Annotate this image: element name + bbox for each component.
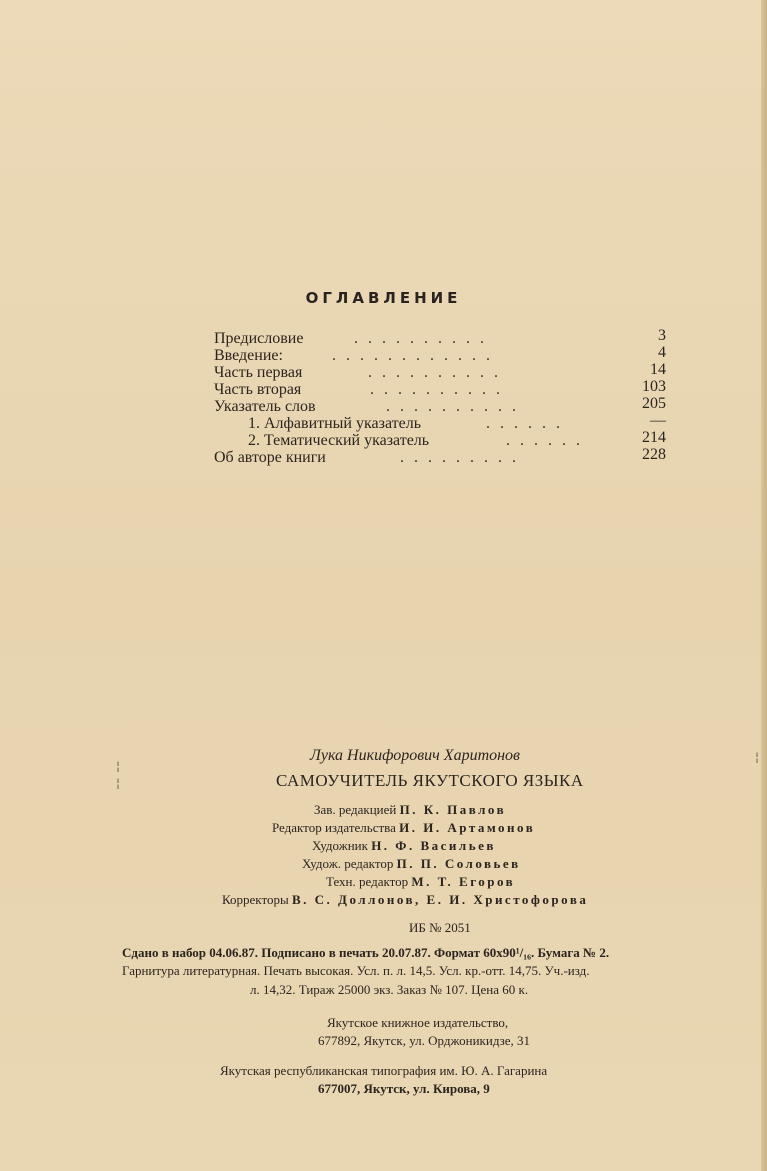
toc-label: Часть первая	[214, 364, 303, 381]
toc-label: 1. Алфавитный указатель	[248, 415, 422, 432]
toc-leader: . . . . . .	[506, 432, 583, 449]
page-edge	[761, 0, 767, 1171]
toc-page-number: 4	[658, 344, 666, 361]
toc-row	[214, 395, 666, 415]
toc-leader: . . . . . . . . . .	[354, 330, 487, 347]
staff-line	[272, 820, 535, 836]
print-info-line: Сдано в набор 04.06.87. Подписано в печать 20.07.87. Формат 60x90¹/₁₆. Бумага № 2.	[122, 945, 610, 960]
printer-line: 677007, Якутск, ул. Кирова, 9	[318, 1081, 490, 1096]
toc-label: Введение:	[214, 347, 283, 364]
paper-mark: ¦	[116, 759, 121, 773]
toc-row	[214, 378, 666, 398]
staff-name: М. Т. Егоров	[411, 874, 516, 889]
staff-role: Художник	[312, 838, 368, 853]
toc-page-number: 214	[642, 429, 666, 446]
staff-role: Худож. редактор	[302, 856, 394, 871]
toc-leader: . . . . . . . . . .	[386, 398, 519, 415]
staff-name: В. С. Доллонов, Е. И. Христофорова	[291, 892, 589, 907]
toc-page-number: 14	[650, 361, 666, 378]
toc-title: ОГЛАВЛЕНИЕ	[305, 289, 462, 307]
toc-row	[214, 361, 666, 381]
staff-line	[314, 802, 506, 818]
paper-mark: ¦	[116, 776, 121, 790]
paper-mark: ¦	[755, 750, 760, 764]
toc-page-number: 3	[658, 327, 666, 344]
ib-number: ИБ № 2051	[409, 920, 471, 935]
staff-role: Корректоры	[222, 892, 289, 907]
staff-name: Н. Ф. Васильев	[371, 838, 496, 853]
toc-row	[214, 344, 666, 364]
toc-row	[214, 412, 666, 432]
toc-label: 2. Тематический указатель	[248, 432, 430, 449]
staff-role: Редактор издательства	[272, 820, 396, 835]
author-name: Лука Никифорович Харитонов	[310, 747, 520, 764]
book-title: САМОУЧИТЕЛЬ ЯКУТСКОГО ЯЗЫКА	[276, 771, 584, 790]
toc-leader: . . . . . . . . . . . .	[332, 347, 493, 364]
toc-leader: . . . . . . . . .	[400, 449, 519, 466]
toc-leader: . . . . . .	[486, 415, 563, 432]
toc-row	[214, 446, 666, 466]
publisher-line: Якутское книжное издательство,	[327, 1015, 509, 1030]
toc-page-number: —	[650, 412, 666, 429]
toc-label: Указатель слов	[214, 398, 316, 415]
toc-label: Предисловие	[214, 330, 304, 347]
toc-page-number: 205	[642, 395, 666, 412]
staff-name: И. И. Артамонов	[399, 820, 536, 835]
staff-role: Зав. редакцией	[314, 802, 397, 817]
toc-leader: . . . . . . . . . .	[370, 381, 503, 398]
toc-row	[214, 327, 666, 347]
toc-leader: . . . . . . . . . .	[368, 364, 501, 381]
staff-name: П. К. Павлов	[399, 802, 507, 817]
staff-name: П. П. Соловьев	[396, 856, 521, 871]
staff-line	[222, 892, 588, 908]
publisher-line: 677892, Якутск, ул. Орджоникидзе, 31	[318, 1033, 530, 1048]
printer-line: Якутская республиканская типография им. Ю. А. Гагарина	[220, 1063, 548, 1078]
toc-page-number: 228	[642, 446, 666, 463]
staff-line	[312, 838, 496, 854]
toc-label: Часть вторая	[214, 381, 302, 398]
print-info-line: л. 14,32. Тираж 25000 экз. Заказ № 107. Цена 60 к.	[250, 982, 529, 997]
print-info-line: Гарнитура литературная. Печать высокая. Усл. п. л. 14,5. Усл. кр.-отт. 14,75. Уч.-изд.	[122, 963, 590, 978]
toc-label: Об авторе книги	[214, 449, 326, 466]
staff-line	[302, 856, 521, 872]
toc-row	[214, 429, 666, 449]
staff-line	[326, 874, 515, 890]
staff-role: Техн. редактор	[326, 874, 409, 889]
toc-page-number: 103	[642, 378, 666, 395]
